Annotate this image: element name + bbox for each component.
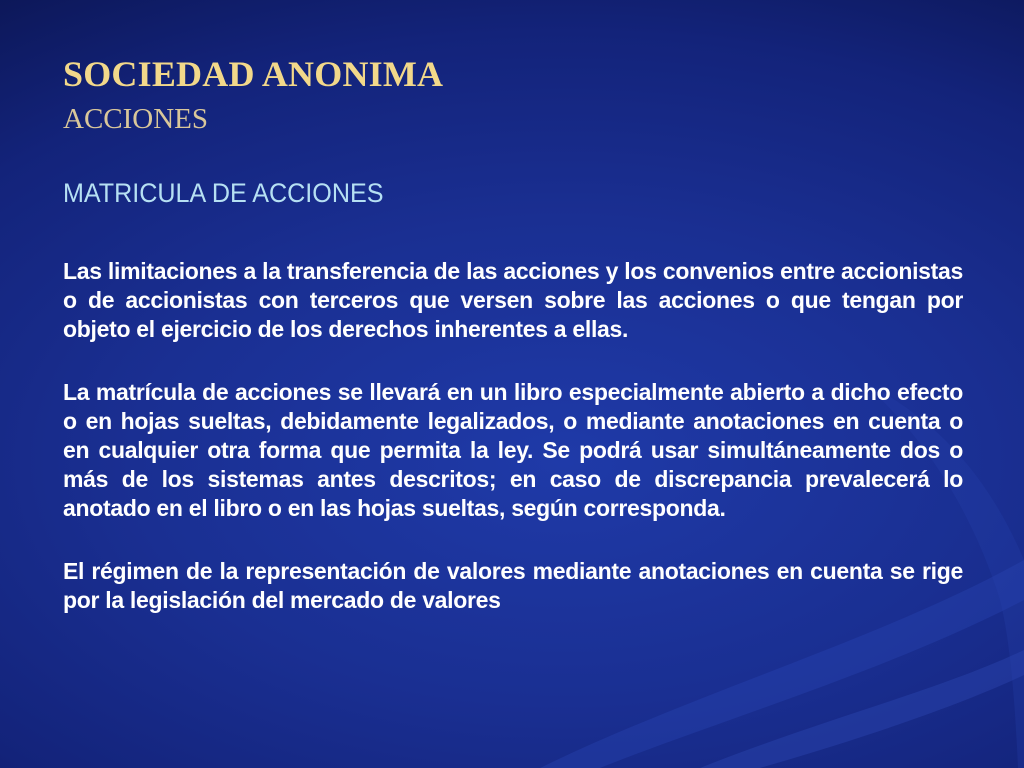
section-heading: MATRICULA DE ACCIONES — [63, 178, 384, 208]
paragraph-matricula: La matrícula de acciones se llevará en un libro especialmente abierto a dicho efecto o en hojas sueltas, debidamente legalizados, o mediante anotaciones en cuenta o en cualquier otra forma que permita la ley. Se podrá usar simultáneamente dos o más de los sistemas antes descritos; en caso de discrepancia prevalecerá lo anotado en el libro o en las hojas sueltas, según corresponda. — [63, 379, 963, 521]
paragraph-regimen: El régimen de la representación de valores mediante anotaciones en cuenta se rige por la legislación del mercado de valores — [63, 558, 963, 613]
slide-title: SOCIEDAD ANONIMA — [63, 54, 444, 94]
slide-subtitle: ACCIONES — [63, 103, 209, 135]
paragraph-limitaciones: Las limitaciones a la transferencia de las acciones y los convenios entre accionistas o de accionistas con terceros que versen sobre las acciones o que tengan por objeto el ejercicio de los derechos inherentes a ellas. — [63, 258, 963, 342]
body-text — [63, 257, 963, 649]
